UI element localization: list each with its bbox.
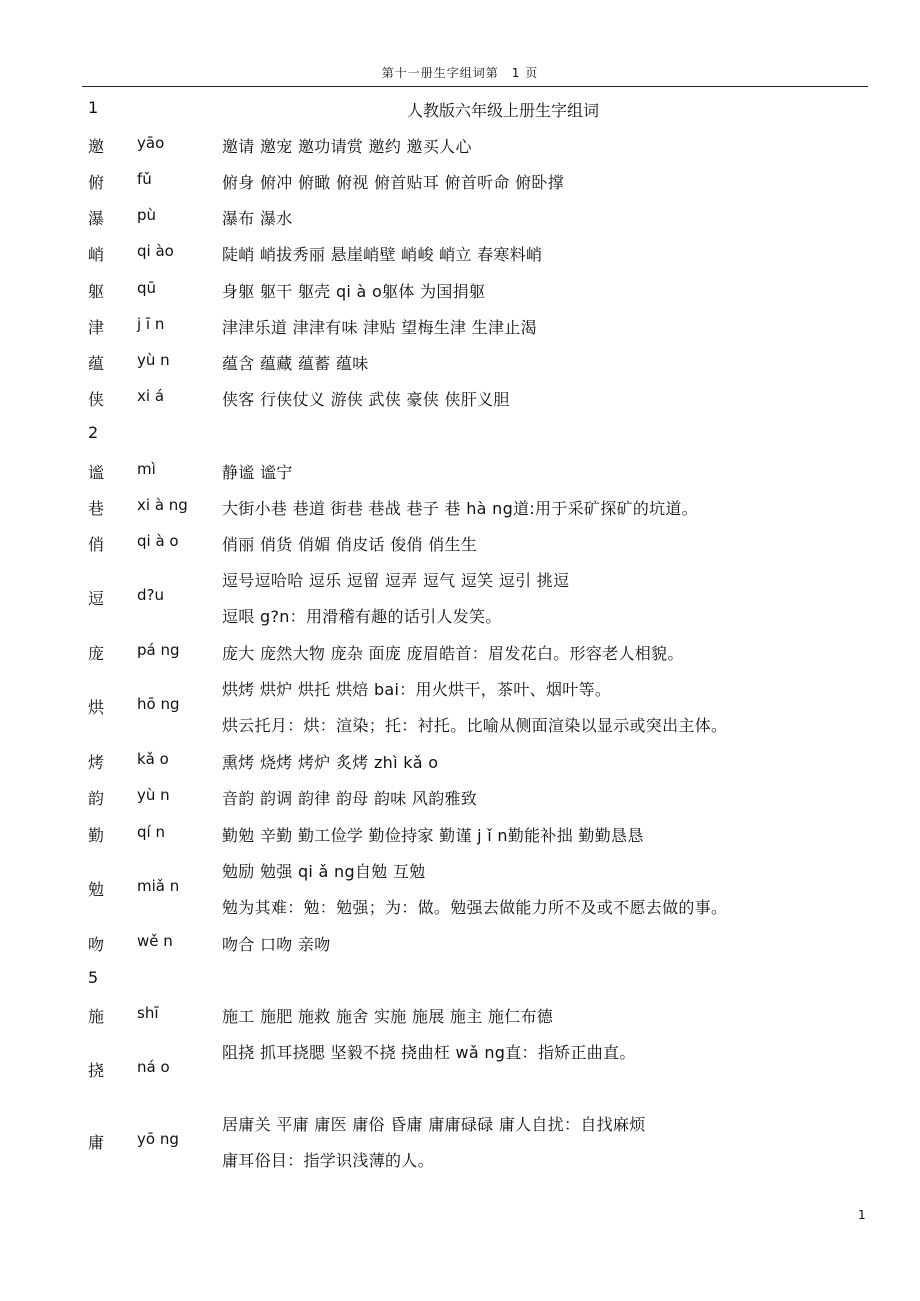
entry-pinyin: qi à o	[137, 532, 179, 550]
entry-pinyin: pù	[137, 206, 157, 224]
section-number: 5	[88, 968, 99, 987]
entry-char: 挠	[88, 1061, 105, 1080]
entry-char: 吻	[88, 935, 105, 954]
entry-char: 庸	[88, 1133, 105, 1152]
section-number: 1	[88, 98, 99, 117]
entry-char: 峭	[88, 245, 105, 264]
entry-char: 勉	[88, 880, 105, 899]
page-number: 1	[858, 1208, 866, 1222]
entry-words: 俯身 俯冲 俯瞰 俯视 俯首贴耳 俯首听命 俯卧撑	[222, 173, 565, 192]
page-header: 第十一册生字组词第 1 页	[381, 66, 539, 80]
entry-pinyin: kǎ o	[137, 750, 169, 768]
entry-char: 俯	[88, 173, 105, 192]
entry-pinyin: pá ng	[137, 641, 180, 659]
entry-pinyin: xi à ng	[137, 496, 188, 514]
entry-words: 烘烤 烘炉 烘托 烘焙 bai：用火烘干，茶叶、烟叶等。	[222, 680, 612, 699]
entry-words: 阻挠 抓耳挠腮 坚毅不挠 挠曲枉 wǎ ng直：指矫正曲直。	[222, 1043, 636, 1062]
entry-char: 侠	[88, 390, 105, 409]
entry-char: 瀑	[88, 209, 105, 228]
entry-char: 烘	[88, 698, 105, 717]
entry-pinyin: qi ào	[137, 242, 174, 260]
entry-pinyin: wě n	[137, 932, 173, 950]
entry-pinyin: shī	[137, 1004, 159, 1022]
entry-char: 俏	[88, 535, 105, 554]
entry-pinyin: ná o	[137, 1058, 170, 1076]
entry-words: 静谧 谧宁	[222, 463, 293, 482]
entry-words: 身躯 躯干 躯壳 qi à o躯体 为国捐躯	[222, 282, 486, 301]
entry-char: 勤	[88, 826, 105, 845]
entry-words: 陡峭 峭拔秀丽 悬崖峭壁 峭峻 峭立 春寒料峭	[222, 245, 543, 264]
entry-words: 蕴含 蕴藏 蕴蓄 蕴味	[222, 354, 369, 373]
entry-pinyin: yō ng	[137, 1130, 179, 1148]
entry-words: 勉为其难：勉：勉强；为：做。勉强去做能力所不及或不愿去做的事。	[222, 898, 728, 917]
document-title: 人教版六年级上册生字组词	[407, 101, 600, 120]
entry-pinyin: hō ng	[137, 695, 180, 713]
entry-words: 逗哏 g?n：用滑稽有趣的话引人发笑。	[222, 607, 502, 626]
section-number: 2	[88, 423, 99, 442]
entry-pinyin: d?u	[137, 586, 164, 604]
entry-char: 蕴	[88, 354, 105, 373]
entry-words: 侠客 行侠仗义 游侠 武侠 豪侠 侠肝义胆	[222, 390, 510, 409]
entry-words: 施工 施肥 施救 施舍 实施 施展 施主 施仁布德	[222, 1007, 554, 1026]
entry-char: 韵	[88, 789, 105, 808]
entry-words: 瀑布 瀑水	[222, 209, 293, 228]
entry-char: 逗	[88, 589, 105, 608]
entry-words: 勉励 勉强 qi ǎ ng自勉 互勉	[222, 862, 426, 881]
entry-pinyin: j ī n	[137, 315, 165, 333]
entry-words: 居庸关 平庸 庸医 庸俗 昏庸 庸庸碌碌 庸人自扰：自找麻烦	[222, 1115, 646, 1134]
entry-words: 逗号逗哈哈 逗乐 逗留 逗弄 逗气 逗笑 逗引 挑逗	[222, 571, 570, 590]
entry-pinyin: xi á	[137, 387, 165, 405]
entry-char: 烤	[88, 753, 105, 772]
entry-pinyin: yāo	[137, 134, 165, 152]
entry-words: 勤勉 辛勤 勤工俭学 勤俭持家 勤谨 j ǐ n勤能补拙 勤勤恳恳	[222, 826, 644, 845]
entry-words: 吻合 口吻 亲吻	[222, 935, 331, 954]
entry-char: 躯	[88, 282, 105, 301]
entry-words: 津津乐道 津津有味 津贴 望梅生津 生津止渴	[222, 318, 537, 337]
entry-char: 庞	[88, 644, 105, 663]
entry-words: 烘云托月：烘：渲染；托：衬托。比喻从侧面渲染以显示或突出主体。	[222, 716, 728, 735]
entry-pinyin: qū	[137, 279, 157, 297]
entry-pinyin: yù n	[137, 351, 170, 369]
entry-words: 音韵 韵调 韵律 韵母 韵味 风韵雅致	[222, 789, 478, 808]
entry-pinyin: miǎ n	[137, 877, 180, 895]
entry-words: 庞大 庞然大物 庞杂 面庞 庞眉皓首：眉发花白。形容老人相貌。	[222, 644, 684, 663]
entry-words: 熏烤 烧烤 烤炉 炙烤 zhì kǎ o	[222, 753, 439, 772]
entry-words: 俏丽 俏货 俏媚 俏皮话 俊俏 俏生生	[222, 535, 478, 554]
entry-words: 大街小巷 巷道 街巷 巷战 巷子 巷 hà ng道:用于采矿探矿的坑道。	[222, 499, 699, 518]
entry-char: 津	[88, 318, 105, 337]
entry-pinyin: qí n	[137, 823, 165, 841]
entry-pinyin: yù n	[137, 786, 170, 804]
entry-words: 邀请 邀宠 邀功请赏 邀约 邀买人心	[222, 137, 472, 156]
entry-pinyin: fǔ	[137, 170, 152, 188]
entry-char: 邀	[88, 137, 105, 156]
entry-words: 庸耳俗目：指学识浅薄的人。	[222, 1151, 434, 1170]
entry-char: 巷	[88, 499, 105, 518]
header-rule	[82, 86, 868, 87]
entry-pinyin: mì	[137, 460, 156, 478]
entry-char: 施	[88, 1007, 105, 1026]
entry-char: 谧	[88, 463, 105, 482]
